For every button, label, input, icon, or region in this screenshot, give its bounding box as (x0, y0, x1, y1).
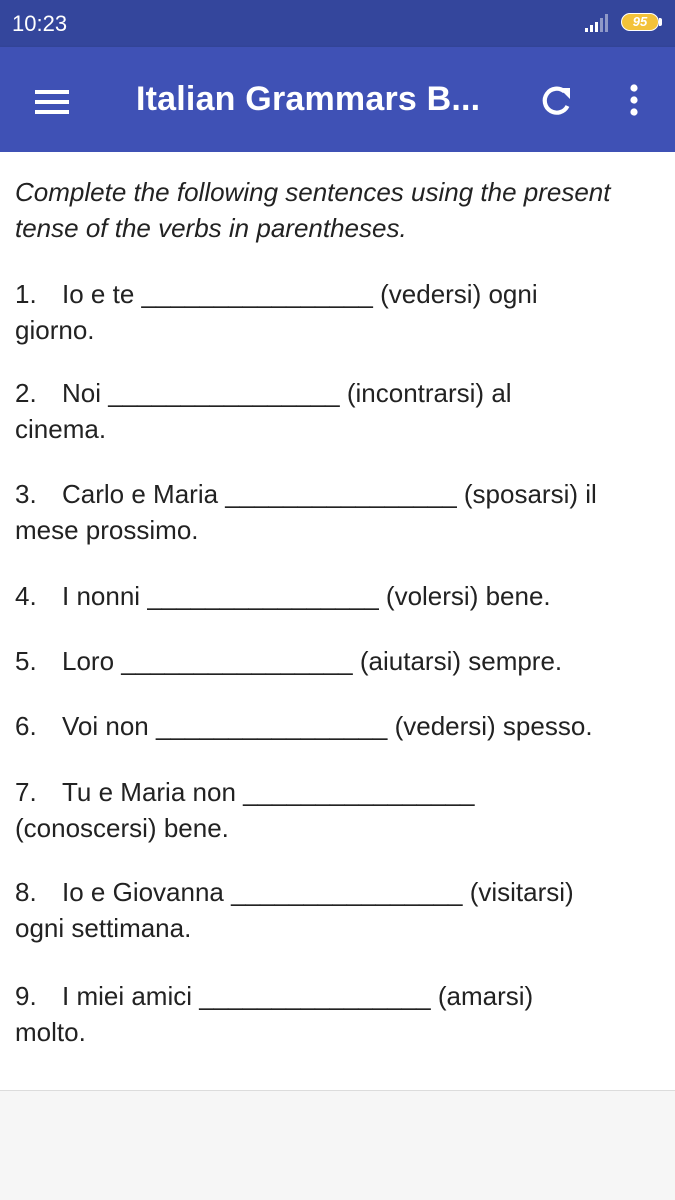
exercise-blank: ________________ (141, 279, 373, 309)
exercise-item (15, 774, 665, 846)
exercise-blank: ________________ (121, 646, 353, 676)
exercise-number: 4. (15, 581, 37, 611)
exercise-subject: Voi non (62, 711, 149, 741)
exercise-number: 7. (15, 777, 37, 807)
app-title: Italian Grammars B... (136, 80, 481, 118)
exercise-item (15, 375, 665, 447)
exercise-continuation: mese prossimo. (15, 515, 199, 545)
exercise-content (0, 152, 675, 1091)
refresh-icon[interactable] (533, 77, 581, 125)
exercise-item (15, 578, 665, 614)
exercise-subject: Tu e Maria non (62, 777, 236, 807)
exercise-blank: ________________ (231, 877, 463, 907)
status-bar (0, 0, 675, 47)
exercise-number: 8. (15, 877, 37, 907)
exercise-verb: (visitarsi) (469, 877, 574, 907)
instructions-text: Complete the following sentences using the present tense of the verbs in parentheses. (15, 177, 611, 243)
exercise-item (15, 643, 665, 679)
exercise-blank: ________________ (147, 581, 379, 611)
exercise-continuation: (conoscersi) bene. (15, 813, 229, 843)
signal-icon (584, 14, 612, 32)
exercise-verb: (vedersi) spesso. (394, 711, 593, 741)
exercise-number: 3. (15, 479, 37, 509)
exercise-verb: (vedersi) ogni (380, 279, 538, 309)
exercise-continuation: cinema. (15, 414, 107, 444)
exercise-number: 6. (15, 711, 37, 741)
more-vertical-icon[interactable] (610, 77, 658, 125)
exercise-number: 9. (15, 981, 37, 1011)
exercise-item (15, 874, 665, 946)
exercise-verb: (volersi) bene. (385, 581, 551, 611)
exercise-number: 5. (15, 646, 37, 676)
exercise-continuation: giorno. (15, 315, 95, 345)
battery-level: 95 (632, 14, 648, 29)
exercise-item (15, 708, 665, 744)
battery-icon (621, 13, 663, 33)
exercise-verb: (sposarsi) il (463, 479, 597, 509)
exercise-number: 2. (15, 378, 37, 408)
app-bar (0, 47, 675, 152)
exercise-subject: I miei amici (62, 981, 193, 1011)
exercise-number: 1. (15, 279, 37, 309)
exercise-blank: ________________ (199, 981, 431, 1011)
exercise-subject: I nonni (62, 581, 141, 611)
exercise-verb: (amarsi) (437, 981, 534, 1011)
exercise-subject: Io e Giovanna (62, 877, 224, 907)
exercise-continuation: ogni settimana. (15, 913, 192, 943)
exercise-blank: ________________ (108, 378, 340, 408)
hamburger-menu-icon[interactable] (25, 77, 73, 125)
exercise-subject: Carlo e Maria (62, 479, 219, 509)
exercise-item (15, 276, 665, 348)
exercise-blank: ________________ (243, 777, 475, 807)
exercise-item (15, 476, 665, 548)
exercise-subject: Loro (62, 646, 115, 676)
exercise-item (15, 978, 665, 1050)
exercise-subject: Noi (62, 378, 102, 408)
exercise-blank: ________________ (225, 479, 457, 509)
exercise-subject: Io e te (62, 279, 135, 309)
exercise-verb: (incontrarsi) al (346, 378, 512, 408)
exercise-verb: (aiutarsi) sempre. (359, 646, 563, 676)
exercise-continuation: molto. (15, 1017, 86, 1047)
status-time: 10:23 (12, 11, 68, 36)
exercise-blank: ________________ (155, 711, 388, 741)
